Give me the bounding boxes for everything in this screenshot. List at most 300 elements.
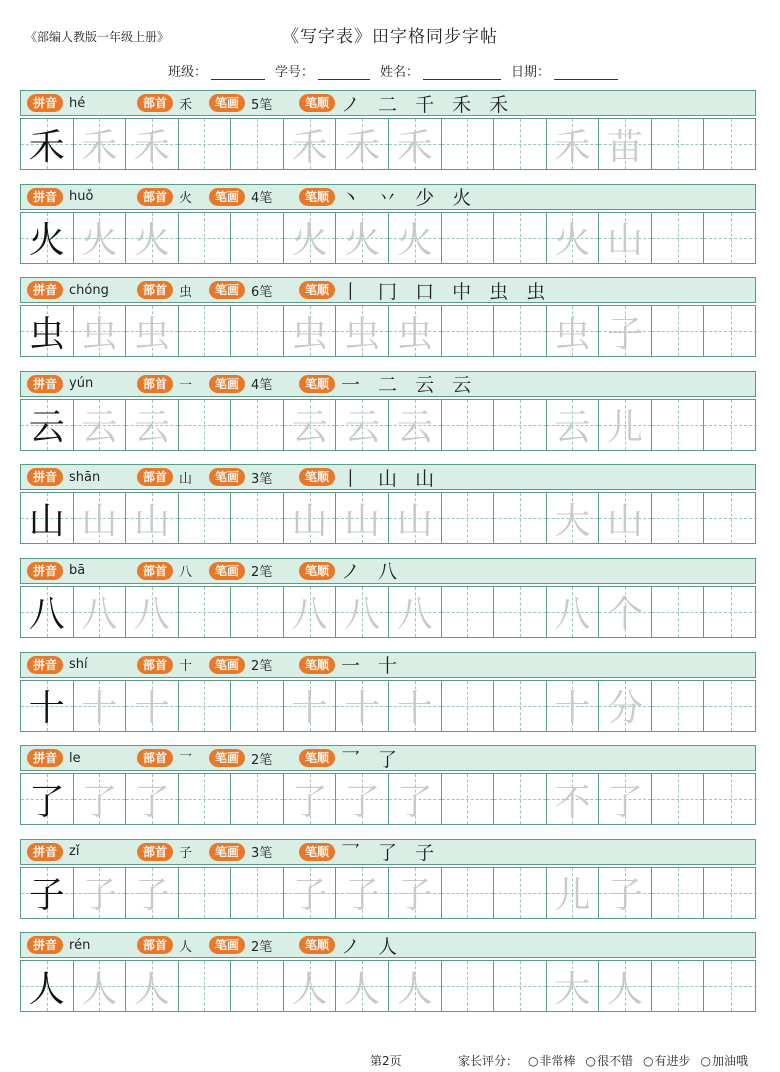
trace-character: 虫 (81, 313, 118, 355)
grid-cell[interactable] (336, 213, 389, 263)
trace-character: 禾 (344, 126, 381, 168)
grid-cell[interactable] (494, 681, 547, 731)
grid-cell[interactable] (652, 587, 705, 637)
grid-cell[interactable] (74, 306, 127, 356)
pinyin-badge: 拼音 (27, 375, 63, 393)
bishun-section (299, 464, 440, 491)
grid-cell[interactable] (74, 400, 127, 450)
grid-cell[interactable] (179, 493, 232, 543)
trace-character: 人 (606, 968, 643, 1010)
grid-cell[interactable] (652, 213, 705, 263)
bihua-badge: 笔画 (209, 843, 245, 861)
page-number: 第2页 (370, 1054, 402, 1068)
bishun-section (299, 932, 403, 959)
grid-cell[interactable] (547, 774, 600, 824)
grid-cell[interactable] (547, 400, 600, 450)
grid-cell[interactable] (442, 961, 495, 1011)
grid-cell[interactable] (494, 306, 547, 356)
grid-cell[interactable] (126, 587, 179, 637)
trace-character: 子 (81, 875, 118, 917)
trace-character: 禾 (554, 126, 591, 168)
grid-cell[interactable] (442, 774, 495, 824)
name-field[interactable] (380, 61, 501, 80)
grid-cell[interactable] (599, 306, 652, 356)
bushou-value: 山 (179, 471, 193, 487)
bishun-section (299, 370, 477, 397)
pinyin-section (27, 188, 93, 206)
trace-character: 禾 (133, 126, 170, 168)
pinyin-section (27, 281, 109, 299)
row-header (20, 558, 756, 584)
grid-cell[interactable] (179, 400, 232, 450)
trace-character: 云 (396, 407, 433, 449)
pinyin-badge: 拼音 (27, 562, 63, 580)
grid-cell[interactable] (389, 213, 442, 263)
number-field[interactable] (275, 61, 370, 80)
grid-cell[interactable] (494, 119, 547, 169)
grid-cell[interactable] (652, 400, 705, 450)
trace-character: 子 (344, 875, 381, 917)
grid-cell[interactable] (284, 587, 337, 637)
grid-cell[interactable] (74, 119, 127, 169)
trace-character: 虫 (291, 313, 328, 355)
grid-cell[interactable] (389, 400, 442, 450)
trace-character: 子 (291, 875, 328, 917)
grid-cell[interactable] (74, 587, 127, 637)
grid-cell[interactable] (494, 868, 547, 918)
grid-cell[interactable] (126, 681, 179, 731)
trace-character: 大 (554, 968, 591, 1010)
bishun-badge: 笔顺 (299, 562, 335, 580)
bushou-value: 乛 (179, 752, 193, 768)
rating-option-3[interactable]: ○ 有进步 (643, 1052, 691, 1069)
grid-cell[interactable] (704, 306, 757, 356)
parent-rating (458, 1052, 748, 1069)
grid-cell[interactable] (21, 681, 74, 731)
model-character: 云 (28, 407, 65, 449)
trace-character: 子 (396, 875, 433, 917)
row-header (20, 464, 756, 490)
grid-cell[interactable] (179, 774, 232, 824)
grid-cell[interactable] (704, 493, 757, 543)
pinyin-value: zǐ (69, 844, 80, 860)
bushou-section (137, 655, 192, 674)
trace-character: 禾 (291, 126, 328, 168)
trace-character: 了 (606, 781, 643, 823)
grid-cell[interactable] (126, 774, 179, 824)
grid-cell[interactable] (652, 774, 705, 824)
grid-cell[interactable] (652, 493, 705, 543)
bushou-value: 虫 (179, 284, 193, 300)
date-label: 日期： (511, 65, 551, 80)
bishun-value: 丨 山 山 (341, 467, 441, 490)
page-title: 《写字表》田字格同步字帖 (282, 27, 498, 47)
grid-cell[interactable] (494, 400, 547, 450)
grid-cell[interactable] (284, 868, 337, 918)
tianzige-grid (20, 305, 756, 357)
model-character: 十 (28, 688, 65, 730)
grid-cell[interactable] (389, 587, 442, 637)
grid-cell[interactable] (652, 119, 705, 169)
bushou-badge: 部首 (137, 936, 173, 954)
grid-cell[interactable] (179, 587, 232, 637)
name-label: 姓名： (380, 65, 420, 80)
grid-cell[interactable] (704, 400, 757, 450)
trace-character: 云 (554, 407, 591, 449)
grid-cell[interactable] (599, 119, 652, 169)
trace-character: 人 (81, 968, 118, 1010)
grid-cell[interactable] (442, 681, 495, 731)
class-label: 班级： (168, 65, 208, 80)
grid-cell[interactable] (21, 587, 74, 637)
bishun-section (299, 838, 440, 865)
grid-cell[interactable] (442, 306, 495, 356)
bushou-section (137, 281, 192, 300)
trace-character: 分 (606, 688, 643, 730)
model-character: 火 (28, 220, 65, 262)
trace-character: 云 (133, 407, 170, 449)
trace-character: 八 (554, 594, 591, 636)
bushou-badge: 部首 (137, 468, 173, 486)
grid-cell[interactable] (231, 213, 284, 263)
grid-cell[interactable] (389, 961, 442, 1011)
pinyin-badge: 拼音 (27, 749, 63, 767)
trace-character: 八 (81, 594, 118, 636)
grid-cell[interactable] (704, 868, 757, 918)
bihua-section (209, 749, 272, 768)
tianzige-grid (20, 399, 756, 451)
grid-cell[interactable] (336, 868, 389, 918)
trace-character: 了 (81, 781, 118, 823)
grid-cell[interactable] (179, 306, 232, 356)
trace-character: 子 (606, 313, 643, 355)
grid-cell[interactable] (389, 868, 442, 918)
tianzige-grid (20, 773, 756, 825)
grid-cell[interactable] (21, 306, 74, 356)
trace-character: 个 (606, 594, 643, 636)
bihua-section (209, 561, 272, 580)
grid-cell[interactable] (442, 213, 495, 263)
bihua-value: 3笔 (251, 471, 273, 487)
practice-rows (20, 90, 758, 1026)
rating-label: 家长评分： (458, 1054, 519, 1068)
bushou-section (137, 749, 192, 768)
trace-character: 了 (291, 781, 328, 823)
grid-cell[interactable] (599, 400, 652, 450)
tianzige-grid (20, 867, 756, 919)
pinyin-section (27, 656, 88, 674)
bihua-value: 2笔 (251, 752, 273, 768)
grid-cell[interactable] (494, 493, 547, 543)
pinyin-badge: 拼音 (27, 936, 63, 954)
grid-cell[interactable] (494, 213, 547, 263)
grid-cell[interactable] (179, 961, 232, 1011)
pinyin-value: huǒ (69, 189, 94, 205)
bishun-value: 一 十 (341, 655, 404, 678)
grid-cell[interactable] (74, 681, 127, 731)
pinyin-value: shí (69, 657, 88, 673)
bushou-value: 子 (179, 846, 193, 862)
practice-row (20, 90, 758, 184)
grid-cell[interactable] (284, 213, 337, 263)
grid-cell[interactable] (21, 493, 74, 543)
trace-character: 了 (133, 781, 170, 823)
trace-character: 山 (81, 500, 118, 542)
grid-cell[interactable] (494, 587, 547, 637)
grid-cell[interactable] (336, 681, 389, 731)
trace-character: 大 (554, 500, 591, 542)
grid-cell[interactable] (336, 119, 389, 169)
grid-cell[interactable] (336, 493, 389, 543)
class-field[interactable] (168, 61, 265, 80)
row-header (20, 371, 756, 397)
grid-cell[interactable] (231, 681, 284, 731)
practice-row (20, 745, 758, 839)
bihua-badge: 笔画 (209, 468, 245, 486)
trace-character: 了 (396, 781, 433, 823)
bishun-value: ノ 八 (341, 561, 404, 584)
grid-cell[interactable] (547, 587, 600, 637)
pinyin-badge: 拼音 (27, 656, 63, 674)
grid-cell[interactable] (231, 400, 284, 450)
grid-cell[interactable] (547, 119, 600, 169)
rating-option-1[interactable]: ○ 非常棒 (528, 1052, 576, 1069)
grid-cell[interactable] (442, 119, 495, 169)
grid-cell[interactable] (547, 213, 600, 263)
bihua-value: 2笔 (251, 659, 273, 675)
trace-character: 十 (344, 688, 381, 730)
bihua-badge: 笔画 (209, 656, 245, 674)
grid-cell[interactable] (442, 868, 495, 918)
grid-cell[interactable] (704, 961, 757, 1011)
grid-cell[interactable] (126, 493, 179, 543)
grid-cell[interactable] (599, 493, 652, 543)
grid-cell[interactable] (389, 119, 442, 169)
bihua-badge: 笔画 (209, 94, 245, 112)
grid-cell[interactable] (652, 961, 705, 1011)
grid-cell[interactable] (494, 961, 547, 1011)
tianzige-grid (20, 118, 756, 170)
grid-cell[interactable] (442, 400, 495, 450)
grid-cell[interactable] (284, 493, 337, 543)
bihua-value: 6笔 (251, 284, 273, 300)
grid-cell[interactable] (652, 681, 705, 731)
grid-cell[interactable] (652, 868, 705, 918)
pinyin-value: hé (69, 95, 86, 111)
trace-character: 苗 (606, 126, 643, 168)
grid-cell[interactable] (126, 119, 179, 169)
trace-character: 八 (344, 594, 381, 636)
grid-cell[interactable] (442, 493, 495, 543)
tianzige-grid (20, 212, 756, 264)
grid-cell[interactable] (284, 306, 337, 356)
rating-option-4[interactable]: ○ 加油哦 (701, 1052, 749, 1069)
grid-cell[interactable] (547, 681, 600, 731)
grid-cell[interactable] (704, 681, 757, 731)
bihua-badge: 笔画 (209, 936, 245, 954)
row-header (20, 90, 756, 116)
trace-character: 十 (396, 688, 433, 730)
trace-character: 云 (291, 407, 328, 449)
bihua-section (209, 281, 272, 300)
tianzige-grid (20, 492, 756, 544)
pinyin-value: le (69, 750, 81, 766)
grid-cell[interactable] (652, 306, 705, 356)
trace-character: 虫 (344, 313, 381, 355)
bushou-badge: 部首 (137, 656, 173, 674)
tianzige-grid (20, 586, 756, 638)
grid-cell[interactable] (21, 961, 74, 1011)
row-header (20, 932, 756, 958)
grid-cell[interactable] (126, 400, 179, 450)
grid-cell[interactable] (389, 306, 442, 356)
grid-cell[interactable] (336, 587, 389, 637)
bishun-section (299, 745, 403, 772)
trace-character: 山 (344, 500, 381, 542)
bihua-section (209, 655, 272, 674)
bihua-value: 3笔 (251, 846, 273, 862)
date-field[interactable] (511, 61, 618, 80)
trace-character: 火 (344, 220, 381, 262)
grid-cell[interactable] (599, 681, 652, 731)
pinyin-value: chóng (69, 282, 109, 298)
grid-cell[interactable] (126, 306, 179, 356)
bushou-badge: 部首 (137, 843, 173, 861)
grid-cell[interactable] (21, 119, 74, 169)
number-label: 学号： (275, 65, 315, 80)
rating-option-2[interactable]: ○ 很不错 (586, 1052, 634, 1069)
trace-character: 了 (344, 781, 381, 823)
trace-character: 禾 (81, 126, 118, 168)
grid-cell[interactable] (21, 400, 74, 450)
grid-cell[interactable] (231, 119, 284, 169)
trace-character: 火 (396, 220, 433, 262)
grid-cell[interactable] (336, 961, 389, 1011)
bushou-badge: 部首 (137, 281, 173, 299)
grid-cell[interactable] (231, 587, 284, 637)
grid-cell[interactable] (599, 213, 652, 263)
grid-cell[interactable] (179, 681, 232, 731)
bishun-section (299, 651, 403, 678)
bishun-value: 丶 丷 少 火 (341, 187, 478, 210)
grid-cell[interactable] (547, 306, 600, 356)
grid-cell[interactable] (704, 119, 757, 169)
grid-cell[interactable] (21, 774, 74, 824)
bushou-section (137, 561, 192, 580)
bihua-value: 4笔 (251, 378, 273, 394)
grid-cell[interactable] (494, 774, 547, 824)
trace-character: 山 (606, 220, 643, 262)
grid-cell[interactable] (284, 119, 337, 169)
grid-cell[interactable] (547, 868, 600, 918)
bishun-badge: 笔顺 (299, 656, 335, 674)
bishun-value: 乛 了 子 (341, 842, 441, 865)
grid-cell[interactable] (231, 961, 284, 1011)
grid-cell[interactable] (179, 868, 232, 918)
grid-cell[interactable] (284, 774, 337, 824)
pinyin-section (27, 468, 100, 486)
grid-cell[interactable] (74, 961, 127, 1011)
bushou-badge: 部首 (137, 188, 173, 206)
bishun-badge: 笔顺 (299, 375, 335, 393)
row-header (20, 277, 756, 303)
grid-cell[interactable] (231, 493, 284, 543)
grid-cell[interactable] (21, 868, 74, 918)
bushou-value: 十 (179, 659, 193, 675)
bushou-section (137, 374, 192, 393)
model-character: 虫 (28, 313, 65, 355)
grid-cell[interactable] (599, 868, 652, 918)
grid-cell[interactable] (284, 681, 337, 731)
trace-character: 子 (133, 875, 170, 917)
bihua-badge: 笔画 (209, 749, 245, 767)
bushou-section (137, 936, 192, 955)
grid-cell[interactable] (74, 774, 127, 824)
trace-character: 八 (396, 594, 433, 636)
grid-cell[interactable] (74, 493, 127, 543)
grid-cell[interactable] (231, 306, 284, 356)
grid-cell[interactable] (231, 774, 284, 824)
trace-character: 儿 (606, 407, 643, 449)
grid-cell[interactable] (389, 774, 442, 824)
grid-cell[interactable] (126, 213, 179, 263)
grid-cell[interactable] (389, 681, 442, 731)
grid-cell[interactable] (21, 213, 74, 263)
bihua-badge: 笔画 (209, 375, 245, 393)
bihua-value: 4笔 (251, 191, 273, 207)
grid-cell[interactable] (442, 587, 495, 637)
bihua-section (209, 94, 272, 113)
grid-cell[interactable] (599, 774, 652, 824)
trace-character: 火 (81, 220, 118, 262)
grid-cell[interactable] (336, 774, 389, 824)
trace-character: 十 (554, 688, 591, 730)
grid-cell[interactable] (74, 868, 127, 918)
bishun-section (299, 183, 477, 210)
grid-cell[interactable] (599, 961, 652, 1011)
grid-cell[interactable] (284, 400, 337, 450)
grid-cell[interactable] (231, 868, 284, 918)
grid-cell[interactable] (704, 774, 757, 824)
grid-cell[interactable] (126, 961, 179, 1011)
practice-row (20, 932, 758, 1026)
bishun-value: ノ 二 千 禾 禾 (341, 93, 515, 116)
bishun-badge: 笔顺 (299, 281, 335, 299)
grid-cell[interactable] (336, 306, 389, 356)
grid-cell[interactable] (599, 587, 652, 637)
grid-cell[interactable] (704, 587, 757, 637)
practice-row (20, 371, 758, 465)
bihua-value: 2笔 (251, 565, 273, 581)
bushou-value: 火 (179, 191, 193, 207)
row-header (20, 839, 756, 865)
grid-cell[interactable] (389, 493, 442, 543)
grid-cell[interactable] (74, 213, 127, 263)
grid-cell[interactable] (126, 868, 179, 918)
grid-cell[interactable] (179, 213, 232, 263)
grid-cell[interactable] (547, 493, 600, 543)
bushou-section (137, 842, 192, 861)
grid-cell[interactable] (704, 213, 757, 263)
grid-cell[interactable] (284, 961, 337, 1011)
grid-cell[interactable] (336, 400, 389, 450)
grid-cell[interactable] (547, 961, 600, 1011)
grid-cell[interactable] (179, 119, 232, 169)
trace-character: 山 (133, 500, 170, 542)
practice-row (20, 839, 758, 933)
practice-row (20, 464, 758, 558)
bushou-section (137, 187, 192, 206)
